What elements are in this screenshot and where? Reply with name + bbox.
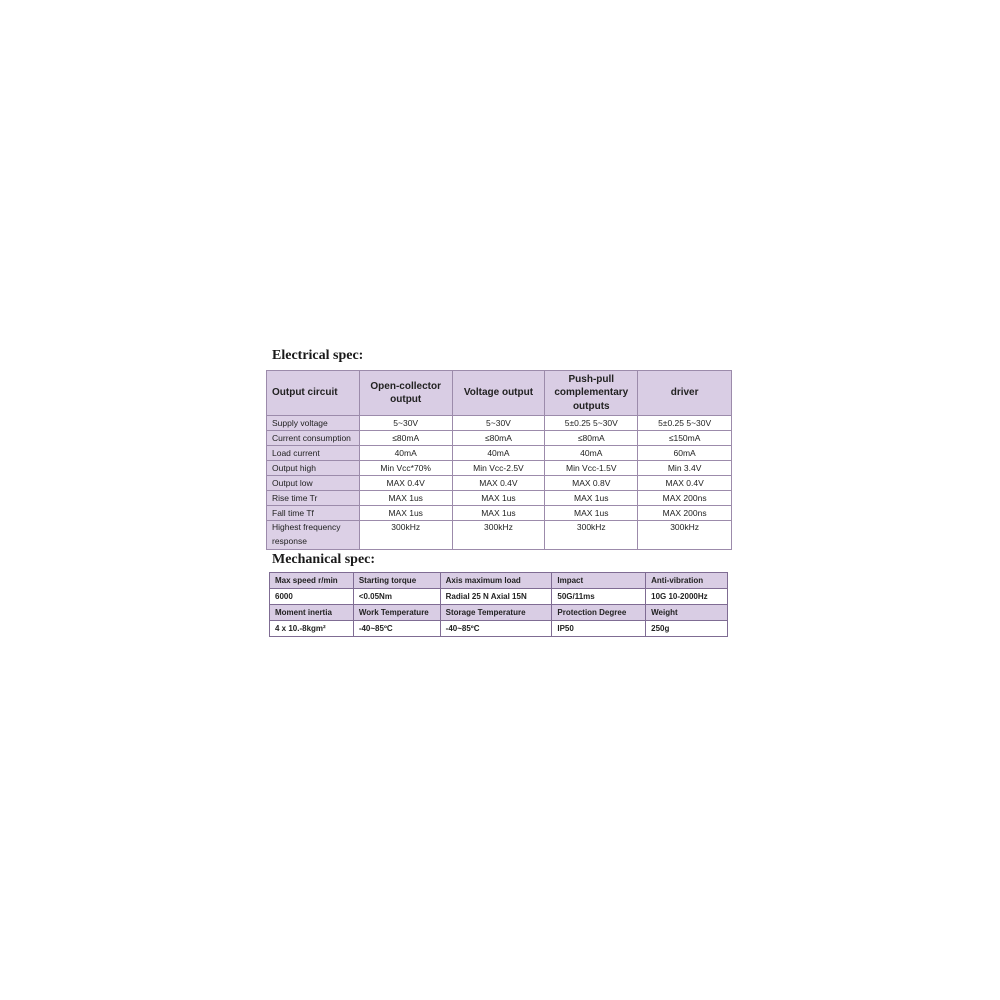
table-cell: 6000: [270, 589, 354, 605]
electrical-spec-table: [266, 370, 732, 550]
header-cell: Open-collector output: [359, 371, 452, 416]
table-cell: MAX 1us: [359, 506, 452, 521]
table-cell: Weight: [646, 605, 728, 621]
table-cell: Max speed r/min: [270, 573, 354, 589]
mechanical-spec-title: Mechanical spec:: [272, 552, 376, 567]
row-label: Highest frequency response: [267, 521, 360, 550]
table-cell: Min 3.4V: [638, 461, 732, 476]
table-row: [270, 589, 728, 605]
table-cell: 40mA: [359, 446, 452, 461]
table-cell: MAX 1us: [359, 491, 452, 506]
table-cell: 5~30V: [359, 416, 452, 431]
table-cell: MAX 1us: [452, 506, 545, 521]
table-cell: Min Vcc-1.5V: [545, 461, 638, 476]
table-cell: 300kHz: [638, 521, 732, 550]
table-cell: MAX 1us: [545, 491, 638, 506]
table-cell: <0.05Nm: [353, 589, 440, 605]
table-cell: 40mA: [452, 446, 545, 461]
table-row: [270, 605, 728, 621]
table-cell: Anti-vibration: [646, 573, 728, 589]
mechanical-spec-table: [269, 572, 728, 637]
table-row: [267, 416, 732, 431]
table-cell: Min Vcc*70%: [359, 461, 452, 476]
table-cell: 5±0.25 5~30V: [545, 416, 638, 431]
table-cell: MAX 0.8V: [545, 476, 638, 491]
table-cell: ≤150mA: [638, 431, 732, 446]
table-cell: Protection Degree: [552, 605, 646, 621]
table-cell: -40~85ºC: [353, 621, 440, 637]
table-row: [270, 573, 728, 589]
table-cell: Axis maximum load: [440, 573, 552, 589]
electrical-spec-title: Electrical spec:: [272, 348, 364, 363]
table-cell: Min Vcc-2.5V: [452, 461, 545, 476]
table-cell: MAX 200ns: [638, 491, 732, 506]
table-cell: 300kHz: [359, 521, 452, 550]
row-label: Supply voltage: [267, 416, 360, 431]
table-cell: Moment inertia: [270, 605, 354, 621]
table-cell: ≤80mA: [359, 431, 452, 446]
row-label: Rise time Tr: [267, 491, 360, 506]
table-cell: 5±0.25 5~30V: [638, 416, 732, 431]
table-cell: Work Temperature: [353, 605, 440, 621]
table-cell: MAX 1us: [545, 506, 638, 521]
row-label: Current consumption: [267, 431, 360, 446]
table-cell: ≤80mA: [545, 431, 638, 446]
table-row: [267, 521, 732, 550]
table-cell: MAX 0.4V: [359, 476, 452, 491]
table-cell: MAX 0.4V: [452, 476, 545, 491]
table-cell: MAX 1us: [452, 491, 545, 506]
table-cell: 50G/11ms: [552, 589, 646, 605]
table-cell: 60mA: [638, 446, 732, 461]
row-label: Fall time Tf: [267, 506, 360, 521]
header-cell: Push-pull complementary outputs: [545, 371, 638, 416]
table-row: [267, 461, 732, 476]
table-row: [267, 431, 732, 446]
table-cell: 300kHz: [452, 521, 545, 550]
row-label: Output high: [267, 461, 360, 476]
electrical-header-row: [267, 371, 732, 416]
table-cell: IP50: [552, 621, 646, 637]
table-row: [267, 506, 732, 521]
header-cell: Output circuit: [267, 371, 360, 416]
table-cell: 4 x 10.-8kgm²: [270, 621, 354, 637]
header-cell: Voltage output: [452, 371, 545, 416]
table-row: [267, 476, 732, 491]
table-cell: 300kHz: [545, 521, 638, 550]
table-row: [267, 446, 732, 461]
table-cell: MAX 200ns: [638, 506, 732, 521]
table-cell: -40~85ºC: [440, 621, 552, 637]
table-row: [267, 491, 732, 506]
table-cell: MAX 0.4V: [638, 476, 732, 491]
table-cell: Starting torque: [353, 573, 440, 589]
table-cell: 10G 10-2000Hz: [646, 589, 728, 605]
table-cell: Impact: [552, 573, 646, 589]
table-cell: 5~30V: [452, 416, 545, 431]
header-cell: driver: [638, 371, 732, 416]
row-label: Load current: [267, 446, 360, 461]
table-cell: Storage Temperature: [440, 605, 552, 621]
table-row: [270, 621, 728, 637]
table-cell: 40mA: [545, 446, 638, 461]
table-cell: 250g: [646, 621, 728, 637]
table-cell: Radial 25 N Axial 15N: [440, 589, 552, 605]
row-label: Output low: [267, 476, 360, 491]
table-cell: ≤80mA: [452, 431, 545, 446]
